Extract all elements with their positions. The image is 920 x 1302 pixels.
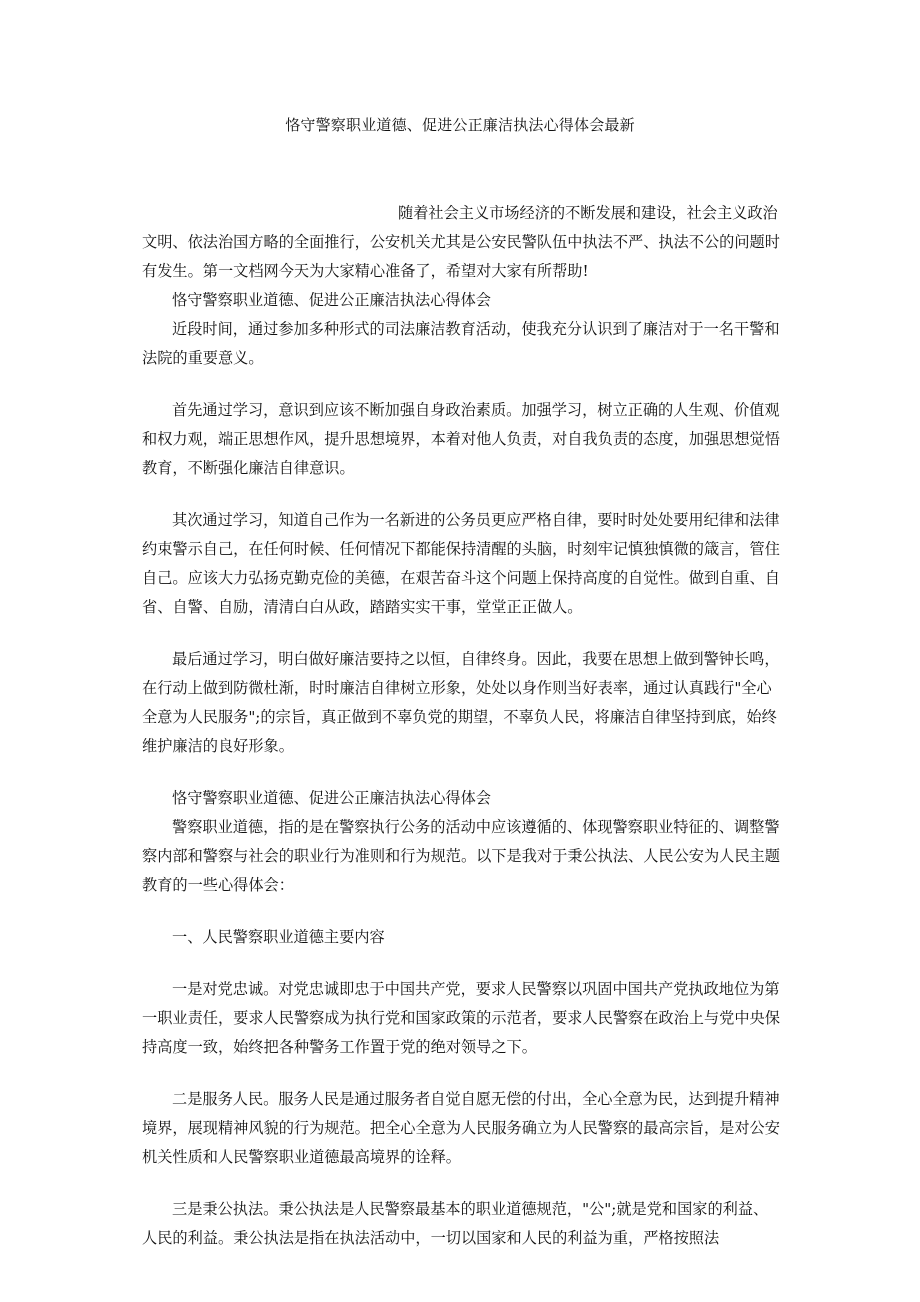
- document-body: [142, 199, 782, 1253]
- paragraph: 最后通过学习，明白做好廉洁要持之以恒，自律终身。因此，我要在思想上做到警钟长鸣，在行动上做到防微杜渐，时时廉洁自律树立形象，处处以身作则当好表率，通过认真践行"全心全意为人民服务";的宗旨，真正做到不辜负党的期望，不辜负人民，将廉洁自律坚持到底，始终维护廉洁的良好形象。: [142, 650, 780, 755]
- paragraph: 三是秉公执法。秉公执法是人民警察最基本的职业道德规范，"公";就是党和国家的利益、人民的利益。秉公执法是指在执法活动中，一切以国家和人民的利益为重，严格按照法: [142, 1200, 769, 1247]
- paragraph: 警察职业道德，指的是在警察执行公务的活动中应该遵循的、体现警察职业特征的、调整警察内部和警察与社会的职业行为准则和行为规范。以下是我对于秉公执法、人民公安为人民主题教育的一些心得体会：: [142, 818, 780, 894]
- paragraph: 近段时间，通过参加多种形式的司法廉洁教育活动，使我充分认识到了廉洁对于一名干警和法院的重要意义。: [142, 320, 780, 367]
- paragraph-spacer: [142, 622, 782, 645]
- paragraph-spacer: [142, 483, 782, 506]
- paragraph-spacer: [142, 1172, 782, 1195]
- paragraph: 二是服务人民。服务人民是通过服务者自觉自愿无偿的付出，全心全意为民，达到提升精神境界，展现精神风貌的行为规范。把全心全意为人民服务确立为人民警察的最高宗旨，是对公安机关性质和人民警察职业道德最高境界的诠释。: [142, 1090, 780, 1166]
- paragraph: 首先通过学习，意识到应该不断加强自身政治素质。加强学习，树立正确的人生观、价值观和权力观，端正思想作风，提升思想境界，本着对他人负责，对自我负责的态度，加强思想觉悟教育，不断强化廉洁自律意识。: [142, 401, 780, 477]
- document-title: 恪守警察职业道德、促进公正廉洁执法心得体会最新: [285, 116, 635, 134]
- paragraph-spacer: [142, 373, 782, 396]
- paragraph-spacer: [142, 761, 782, 784]
- section-heading: 恪守警察职业道德、促进公正廉洁执法心得体会: [172, 291, 491, 309]
- section-heading: 恪守警察职业道德、促进公正廉洁执法心得体会: [172, 789, 491, 807]
- intro-paragraph: 随着社会主义市场经济的不断发展和建设，社会主义政治文明、依法治国方略的全面推行，公安机关尤其是公安民警队伍中执法不严、执法不公的问题时有发生。第一文档网今天为大家精心准备了，希望对大家有所帮助!: [142, 204, 780, 280]
- paragraph-spacer: [142, 900, 782, 923]
- paragraph: 一是对党忠诚。对党忠诚即忠于中国共产党，要求人民警察以巩固中国共产党执政地位为第一职业责任，要求人民警察成为执行党和国家政策的示范者，要求人民警察在政治上与党中央保持高度一致，始终把各种警务工作置于党的绝对领导之下。: [142, 980, 780, 1056]
- paragraph: 其次通过学习，知道自己作为一名新进的公务员更应严格自律，要时时处处要用纪律和法律约束警示自己，在任何时候、任何情况下都能保持清醒的头脑，时刻牢记慎独慎微的箴言，管住自己。应该大力弘扬克勤克俭的美德，在艰苦奋斗这个问题上保持高度的自觉性。做到自重、自省、自警、自励，清清白白从政，踏踏实实干事，堂堂正正做人。: [142, 511, 780, 616]
- subsection-heading: 一、人民警察职业道德主要内容: [172, 928, 385, 946]
- paragraph-spacer: [142, 1062, 782, 1085]
- paragraph-spacer: [142, 952, 782, 975]
